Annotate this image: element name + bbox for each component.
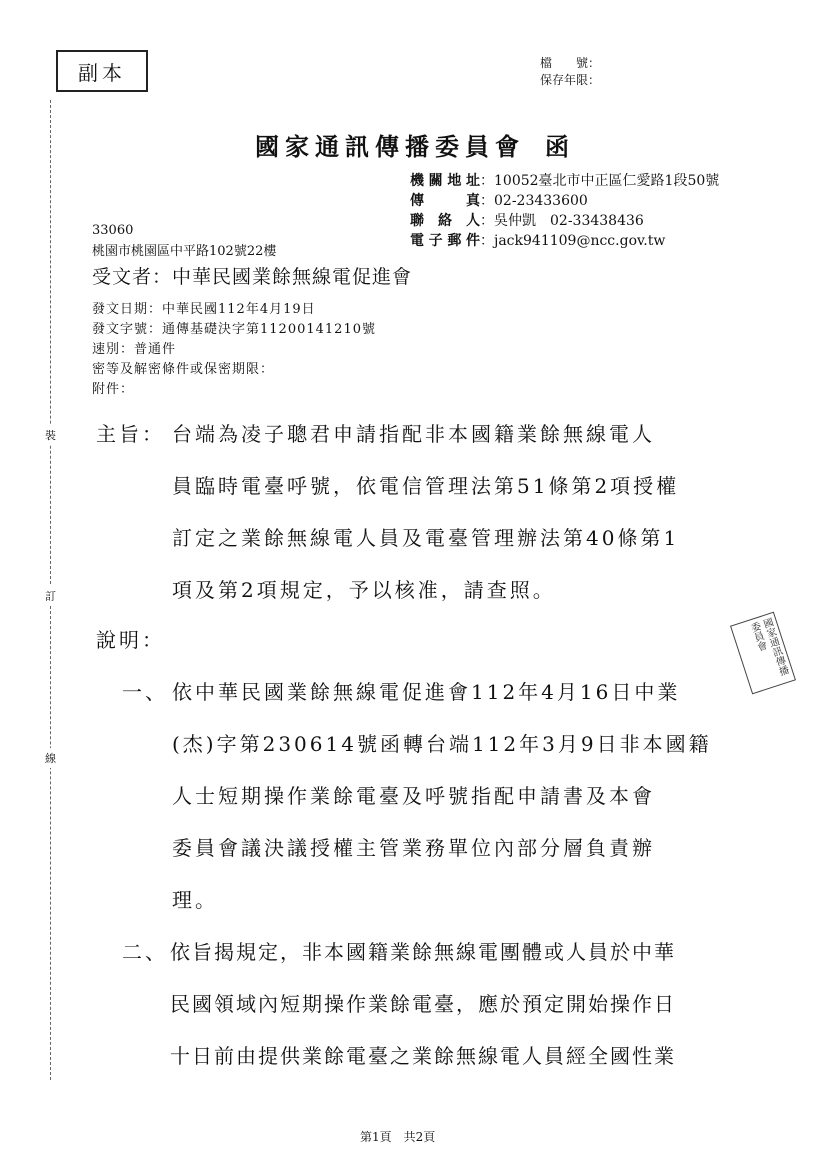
address-value: ：10052臺北市中正區仁愛路1段50號	[480, 173, 720, 189]
fax-label: 傳 真	[410, 193, 480, 209]
page-number: 第1頁 共2頁	[360, 1130, 436, 1144]
sender-address	[410, 170, 719, 190]
email-label: 電子郵件	[410, 233, 480, 249]
item1-line: 理。	[172, 888, 218, 912]
item2-number: 二、	[122, 940, 168, 964]
official-seal-stamp	[730, 612, 796, 695]
document-number: 發文字號：通傳基礎決字第11200141210號	[92, 322, 376, 337]
subject-line: 訂定之業餘無線電人員及電臺管理辦法第40條第1	[172, 526, 680, 550]
subject-line: 員臨時電臺呼號，依電信管理法第51條第2項授權	[172, 474, 680, 498]
sender-email	[410, 230, 665, 250]
document-type: 函	[545, 132, 575, 161]
recipient: 受文者：中華民國業餘無線電促進會	[92, 266, 413, 288]
fax-value: ：02-23433600	[480, 193, 588, 209]
item1-line: 依中華民國業餘無線電促進會112年4月16日中業	[172, 680, 681, 704]
binding-mark: 裝	[45, 425, 56, 445]
sender-fax	[410, 190, 588, 210]
contact-value: ：吳仲凱 02-33438436	[480, 213, 644, 229]
explanation-label: 說明：	[96, 628, 165, 652]
attachment: 附件：	[92, 382, 135, 397]
classification: 密等及解密條件或保密期限：	[92, 362, 275, 377]
copy-label: 副本	[78, 60, 126, 85]
file-number-label: 檔 號：	[540, 56, 601, 70]
binding-mark: 訂	[45, 586, 56, 606]
item1-number: 一、	[122, 680, 168, 704]
subject-label: 主旨：	[96, 422, 165, 446]
issue-date: 發文日期：中華民國112年4月19日	[92, 302, 316, 317]
subject-line: 台端為凌子聰君申請指配非本國籍業餘無線電人	[172, 422, 655, 446]
recipient-postal-code: 33060	[92, 223, 134, 238]
retention-period-label: 保存年限：	[540, 73, 601, 87]
binding-mark: 線	[45, 748, 56, 768]
address-label: 機關地址	[410, 173, 480, 189]
item1-line: 委員會議決議授權主管業務單位內部分層負責辦	[172, 836, 655, 860]
copy-stamp-box	[56, 50, 148, 92]
recipient-address: 桃園市桃園區中平路102號22樓	[92, 244, 277, 259]
item2-line: 民國領域內短期操作業餘電臺，應於預定開始操作日	[170, 992, 676, 1016]
document-title	[255, 127, 575, 162]
item2-line: 依旨揭規定，非本國籍業餘無線電團體或人員於中華	[170, 940, 676, 964]
item1-line: (杰)字第230614號函轉台端112年3月9日非本國籍	[172, 732, 712, 756]
delivery-speed: 速別：普通件	[92, 342, 177, 357]
item1-line: 人士短期操作業餘電臺及呼號指配申請書及本會	[172, 784, 655, 808]
item2-line: 十日前由提供業餘電臺之業餘無線電人員經全國性業	[170, 1044, 676, 1068]
subject-line: 項及第2項規定，予以核准，請查照。	[172, 578, 556, 602]
contact-label: 聯 絡 人	[410, 213, 480, 229]
email-value: ：jack941109@ncc.gov.tw	[480, 233, 666, 249]
issuing-organization: 國家通訊傳播委員會	[255, 132, 525, 161]
sender-contact	[410, 210, 644, 230]
stamp-text: 國家通訊傳播委員會	[747, 617, 789, 678]
